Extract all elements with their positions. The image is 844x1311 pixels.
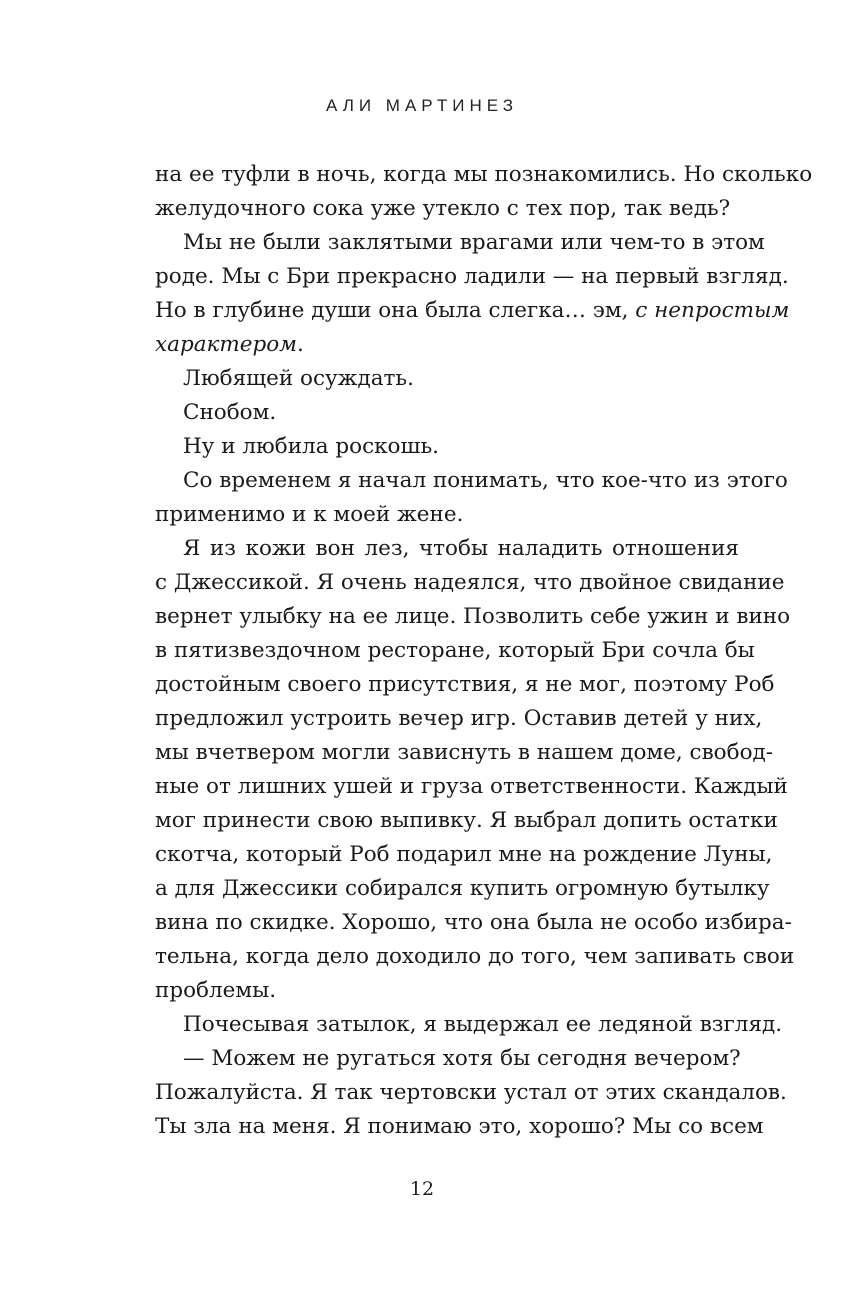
text-line: Со временем я начал понимать, что кое-что из этого [183, 468, 788, 493]
body-text [155, 158, 813, 1144]
text-line: Почесывая затылок, я выдержал ее ледяной взгляд. [183, 1012, 783, 1037]
text-line: вина по скидке. Хорошо, что она была не особо избира- [155, 910, 792, 935]
text-line: достойным своего присутствия, я не мог, поэтому Роб [155, 672, 775, 697]
text-fragment: Но в глубине души она была слегка… эм, [155, 298, 629, 323]
italic-fragment: с непростым [635, 298, 790, 323]
text-fragment: . [297, 332, 304, 357]
text-line [155, 294, 790, 328]
text-line: мы вчетвером могли зависнуть в нашем доме, свобод- [155, 740, 774, 765]
text-line: Я из кожи вон лез, чтобы наладить отношения [183, 536, 739, 561]
text-line: Снобом. [183, 400, 277, 425]
text-line: ные от лишних ушей и груза ответственности. Каждый [155, 774, 788, 799]
text-line: скотча, который Роб подарил мне на рождение Луны, [155, 842, 773, 867]
italic-fragment: характером [155, 332, 298, 357]
text-line: роде. Мы с Бри прекрасно ладили — на первый взгляд. [155, 264, 789, 289]
text-line: предложил устроить вечер игр. Оставив детей у них, [155, 706, 763, 731]
text-line: Ну и любила роскошь. [183, 434, 440, 459]
text-line: применимо и к моей жене. [155, 502, 464, 527]
text-line: проблемы. [155, 978, 277, 1003]
text-line: а для Джессики собирался купить огромную бутылку [155, 876, 770, 901]
text-line: — Можем не ругаться хотя бы сегодня вечером? [183, 1046, 741, 1071]
running-head: АЛИ МАРТИНЕЗ [326, 96, 518, 115]
text-line: Любящей осуждать. [183, 366, 414, 391]
text-line: желудочного сока уже утекло с тех пор, так ведь? [155, 196, 731, 221]
page-number: 12 [409, 1178, 435, 1200]
text-line: тельна, когда дело доходило до того, чем запивать свои [155, 944, 795, 969]
text-line: вернет улыбку на ее лице. Позволить себе ужин и вино [155, 604, 791, 629]
text-line [155, 328, 739, 362]
text-line: на ее туфли в ночь, когда мы познакомились. Но сколько [155, 162, 813, 187]
text-line: мог принести свою выпивку. Я выбрал допить остатки [155, 808, 778, 833]
text-line: с Джессикой. Я очень надеялся, что двойное свидание [155, 570, 785, 595]
text-line: Мы не были заклятыми врагами или чем-то в этом [183, 230, 765, 255]
text-line: Ты зла на меня. Я понимаю это, хорошо? Мы со всем [155, 1114, 764, 1139]
text-line: Пожалуйста. Я так чертовски устал от этих скандалов. [155, 1080, 787, 1105]
text-line: в пятизвездочном ресторане, который Бри сочла бы [155, 638, 755, 663]
